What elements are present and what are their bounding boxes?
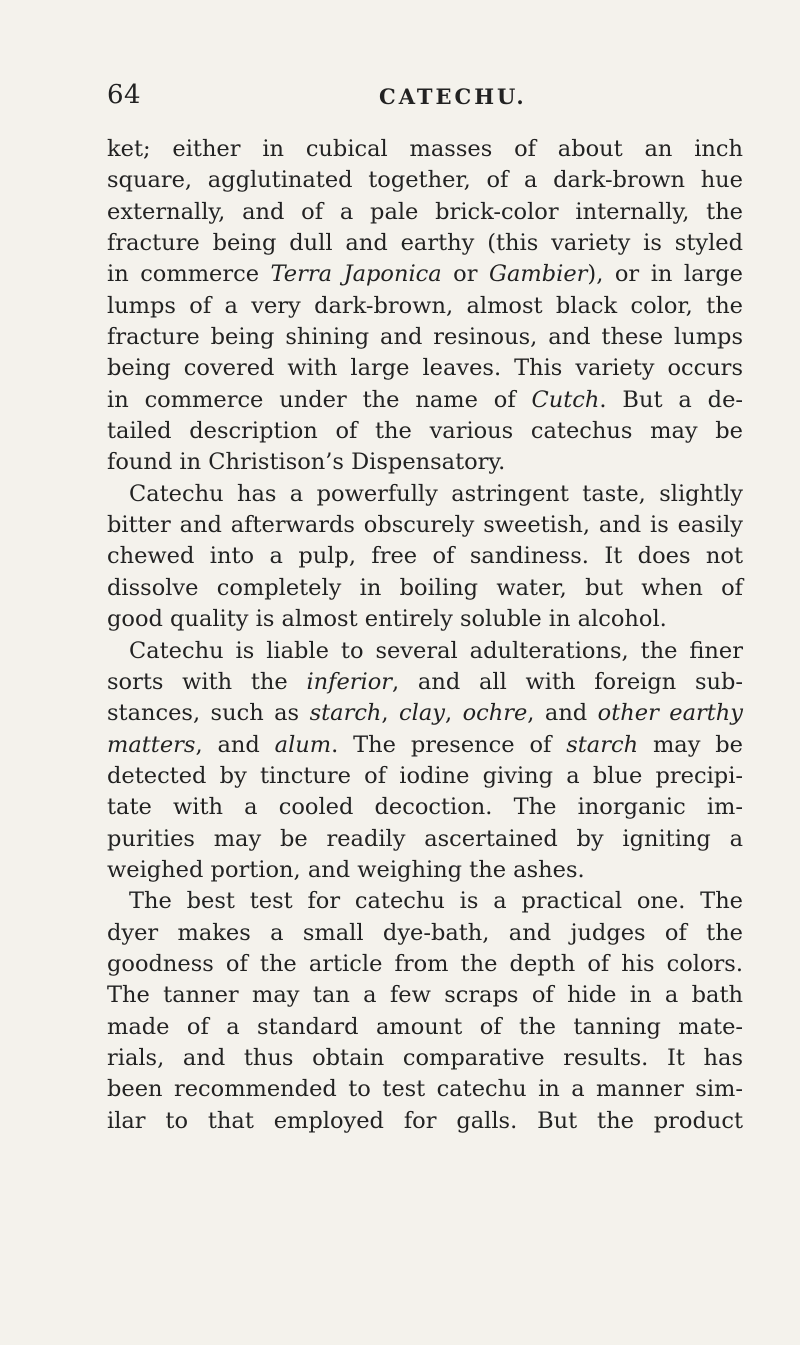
text-line: chewed into a pulp, free of sandiness. It does not xyxy=(107,543,743,570)
text-line: found in Christison’s Dispensatory. xyxy=(107,449,506,476)
text-line: good quality is almost entirely soluble in alcohol. xyxy=(107,606,667,633)
text-line: being covered with large leaves. This variety occurs xyxy=(107,355,743,382)
text-line: Catechu has a powerfully astringent taste, slightly xyxy=(129,480,743,507)
running-head: CATECHU. xyxy=(379,84,527,109)
text-line: been recommended to test catechu in a manner sim- xyxy=(107,1076,743,1103)
text-line: ilar to that employed for galls. But the product xyxy=(107,1107,743,1134)
page-header xyxy=(107,80,743,114)
text-line: sorts with the inferior, and all with foreign sub- xyxy=(107,668,744,695)
text-line: made of a standard amount of the tanning mate- xyxy=(107,1013,743,1040)
text-line: square, agglutinated together, of a dark-brown hue xyxy=(107,167,743,194)
text-line: lumps of a very dark-brown, almost black color, the xyxy=(107,292,743,319)
text-line: stances, such as starch, clay, ochre, and other earthy xyxy=(107,700,744,727)
text-line: goodness of the article from the depth of his colors. xyxy=(107,950,743,977)
text-line: in commerce Terra Japonica or Gambier), or in large xyxy=(107,261,743,288)
text-line: rials, and thus obtain comparative results. It has xyxy=(107,1044,743,1071)
page-number: 64 xyxy=(107,80,142,110)
text-line: fracture being shining and resinous, and these lumps xyxy=(107,324,743,351)
text-line: tailed description of the various catechus may be xyxy=(107,418,743,445)
text-line: The best test for catechu is a practical one. The xyxy=(129,888,743,915)
text-line: in commerce under the name of Cutch. But a de- xyxy=(107,386,743,413)
text-line: fracture being dull and earthy (this variety is styled xyxy=(107,230,743,257)
text-line: ket; either in cubical masses of about an inch xyxy=(107,136,743,162)
text-line: matters, and alum. The presence of starch may be xyxy=(107,731,743,758)
text-line: detected by tincture of iodine giving a blue precipi- xyxy=(107,762,743,789)
text-line: dissolve completely in boiling water, but when of xyxy=(107,574,743,601)
text-line: The tanner may tan a few scraps of hide in a bath xyxy=(107,982,743,1009)
text-line: bitter and afterwards obscurely sweetish, and is easily xyxy=(107,512,743,539)
text-line: Catechu is liable to several adulterations, the finer xyxy=(129,637,743,664)
text-line: purities may be readily ascertained by igniting a xyxy=(107,825,743,852)
text-line: weighed portion, and weighing the ashes. xyxy=(107,856,585,883)
text-line: dyer makes a small dye-bath, and judges of the xyxy=(107,919,743,946)
body-text xyxy=(107,134,743,1137)
text-line: externally, and of a pale brick-color internally, the xyxy=(107,198,743,225)
text-line: tate with a cooled decoction. The inorganic im- xyxy=(107,794,743,821)
